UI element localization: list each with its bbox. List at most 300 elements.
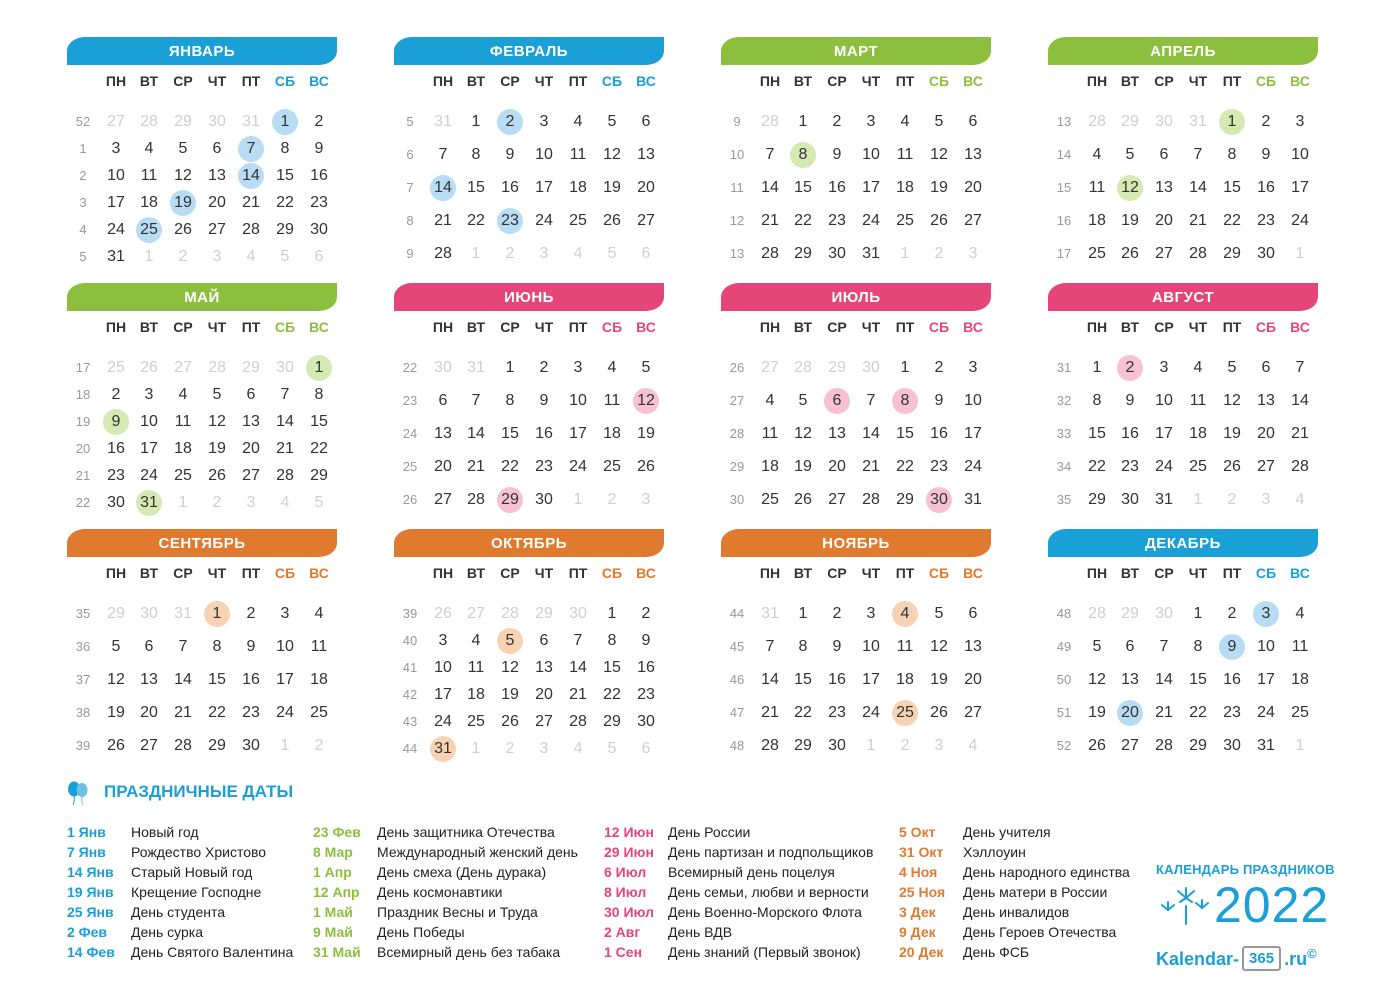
- calendar-day: [1215, 634, 1249, 660]
- brand-tagline: КАЛЕНДАРЬ ПРАЗДНИКОВ: [1156, 862, 1335, 877]
- calendar-day: 10: [1291, 146, 1309, 163]
- calendar-day: 21: [761, 704, 779, 721]
- calendar-day: 3: [212, 248, 222, 265]
- calendar-day: 14: [467, 425, 485, 442]
- calendar-day: 4: [280, 494, 290, 511]
- calendar-day: 4: [314, 605, 324, 622]
- calendar-day: 29: [828, 359, 846, 376]
- calendar-day: 27: [761, 359, 779, 376]
- calendar-day: 2: [1227, 491, 1237, 508]
- calendar-day: 7: [178, 638, 188, 655]
- calendar-day: 21: [1291, 425, 1309, 442]
- calendar-day: [200, 601, 234, 627]
- calendar-day: 19: [1121, 212, 1139, 229]
- calendar-day: 28: [1189, 245, 1207, 262]
- calendar-day: [234, 136, 268, 162]
- calendar-day: 14: [174, 671, 192, 688]
- holiday-day-marker: 2: [1117, 355, 1143, 381]
- holiday-item: [67, 922, 293, 942]
- calendar-day: 26: [140, 359, 158, 376]
- weekday-label: СР: [173, 73, 193, 89]
- holiday-name: День народного единства: [963, 864, 1130, 880]
- week-number: 18: [75, 387, 91, 402]
- holiday-day-marker: 9: [1219, 634, 1245, 660]
- calendar-day: 31: [434, 113, 452, 130]
- calendar-day: 2: [1261, 113, 1271, 130]
- calendar-day: 28: [1291, 458, 1309, 475]
- calendar-day: 20: [208, 194, 226, 211]
- calendar-day: 23: [1223, 704, 1241, 721]
- calendar-day: 12: [794, 425, 812, 442]
- calendar-day: 29: [310, 467, 328, 484]
- calendar-day: 21: [1155, 704, 1173, 721]
- calendar-day: 8: [1193, 638, 1203, 655]
- calendar-day: 6: [968, 113, 978, 130]
- weekday-label: ВТ: [793, 73, 813, 89]
- weekday-label: ЧТ: [207, 565, 227, 581]
- week-number: 3: [79, 195, 87, 210]
- calendar-day: 10: [107, 167, 125, 184]
- holiday-date: 1 Сен: [604, 944, 643, 960]
- calendar-day: 24: [862, 704, 880, 721]
- calendar-day: [132, 490, 166, 516]
- calendar-day: 24: [1291, 212, 1309, 229]
- calendar-day: 23: [1121, 458, 1139, 475]
- month-5: [67, 283, 337, 523]
- holidays-title: ПРАЗДНИЧНЫЕ ДАТЫ: [104, 782, 294, 801]
- calendar-day: 31: [1189, 113, 1207, 130]
- holiday-day-marker: 3: [1253, 601, 1279, 627]
- calendar-day: [1215, 109, 1249, 135]
- holiday-date: 9 Май: [313, 924, 353, 940]
- calendar-day: 2: [178, 248, 188, 265]
- calendar-day: 28: [761, 113, 779, 130]
- calendar-day: 22: [501, 458, 519, 475]
- calendar-day: 29: [1121, 605, 1139, 622]
- calendar-day: 8: [212, 638, 222, 655]
- calendar-day: 6: [641, 740, 651, 757]
- calendar-day: 23: [107, 467, 125, 484]
- calendar-day: 4: [765, 392, 775, 409]
- calendar-day: [99, 409, 133, 435]
- calendar-day: [426, 175, 460, 201]
- calendar-day: 1: [607, 605, 617, 622]
- weekday-label: СР: [827, 565, 847, 581]
- calendar-day: 2: [934, 245, 944, 262]
- holiday-name: День Победы: [377, 924, 465, 940]
- calendar-day: 30: [1257, 245, 1275, 262]
- calendar-day: 12: [1223, 392, 1241, 409]
- calendar-day: 15: [467, 179, 485, 196]
- calendar-day: 19: [603, 179, 621, 196]
- calendar-day: 26: [434, 605, 452, 622]
- calendar-day: 26: [1223, 458, 1241, 475]
- calendar-day: 27: [467, 605, 485, 622]
- month-title: ДЕКАБРЬ: [1048, 529, 1318, 557]
- calendar-day: 19: [794, 458, 812, 475]
- calendar-day: 31: [761, 605, 779, 622]
- week-number: 24: [402, 426, 418, 441]
- month-title: АВГУСТ: [1048, 283, 1318, 311]
- calendar-day: 9: [1261, 146, 1271, 163]
- calendar-day: 28: [276, 467, 294, 484]
- calendar-day: 27: [535, 713, 553, 730]
- calendar-day: 27: [434, 491, 452, 508]
- calendar-day: 21: [467, 458, 485, 475]
- calendar-day: 3: [641, 491, 651, 508]
- calendar-day: 1: [1193, 491, 1203, 508]
- week-number: 12: [729, 213, 745, 228]
- holiday-item: [899, 822, 1130, 842]
- calendar-day: [1113, 175, 1147, 201]
- week-number: 1: [79, 141, 87, 156]
- calendar-day: 15: [501, 425, 519, 442]
- month-2: [394, 37, 664, 277]
- holiday-item: [67, 902, 293, 922]
- calendar-day: 31: [467, 359, 485, 376]
- weekday-label: СБ: [601, 319, 623, 335]
- calendar-day: 30: [107, 494, 125, 511]
- weekday-label: ПТ: [895, 319, 915, 335]
- week-number: 44: [729, 606, 745, 621]
- calendar-day: 6: [1125, 638, 1135, 655]
- calendar-day: 15: [1223, 179, 1241, 196]
- calendar-day: 7: [866, 392, 876, 409]
- weekday-label: ВС: [1290, 565, 1310, 581]
- calendar-day: 24: [862, 212, 880, 229]
- calendar-day: 27: [208, 221, 226, 238]
- calendar-day: 17: [1155, 425, 1173, 442]
- calendar-day: 5: [798, 392, 808, 409]
- calendar-day: 9: [246, 638, 256, 655]
- calendar-day: 19: [208, 440, 226, 457]
- calendar-day: 21: [569, 686, 587, 703]
- calendar-day: 8: [471, 146, 481, 163]
- brand-site-link[interactable]: [1156, 946, 1317, 973]
- calendar-day: 17: [140, 440, 158, 457]
- weekday-label: ЧТ: [534, 319, 554, 335]
- calendar-day: 29: [1088, 491, 1106, 508]
- calendar-day: 29: [1121, 113, 1139, 130]
- week-number: 26: [729, 360, 745, 375]
- week-number: 22: [402, 360, 418, 375]
- calendar-day: 31: [1155, 491, 1173, 508]
- calendar-day: 3: [438, 632, 448, 649]
- calendar-day: 4: [968, 737, 978, 754]
- calendar-day: 13: [242, 413, 260, 430]
- week-number: 9: [733, 114, 741, 129]
- weekday-label: ПН: [1086, 565, 1108, 581]
- week-number: 14: [1056, 147, 1072, 162]
- calendar-day: 13: [964, 146, 982, 163]
- calendar-day: 6: [539, 632, 549, 649]
- weekday-label: СР: [1154, 319, 1174, 335]
- calendar-day: 16: [242, 671, 260, 688]
- calendar-day: 1: [1092, 359, 1102, 376]
- calendar-day: [888, 601, 922, 627]
- calendar-day: [493, 208, 527, 234]
- holiday-item: [313, 942, 578, 962]
- calendar-day: 11: [896, 146, 914, 163]
- weekday-label: ПН: [432, 319, 454, 335]
- holiday-date: 2 Фев: [67, 924, 108, 940]
- calendar-day: 5: [607, 740, 617, 757]
- weekday-label: ЧТ: [861, 73, 881, 89]
- calendar-day: 16: [1121, 425, 1139, 442]
- week-number: 44: [402, 741, 418, 756]
- week-number: 27: [729, 393, 745, 408]
- calendar-day: 3: [246, 494, 256, 511]
- calendar-day: 24: [569, 458, 587, 475]
- calendar-day: 3: [866, 113, 876, 130]
- calendar-day: 30: [434, 359, 452, 376]
- calendar-day: 1: [280, 737, 290, 754]
- calendar-day: 3: [1261, 491, 1271, 508]
- holiday-day-marker: 31: [136, 490, 162, 516]
- calendar-day: 28: [1088, 605, 1106, 622]
- holiday-date: 23 Фев: [313, 824, 361, 840]
- holiday-day-marker: 23: [497, 208, 523, 234]
- calendar-day: 22: [603, 686, 621, 703]
- calendar-day: 5: [641, 359, 651, 376]
- calendar-day: 8: [280, 140, 290, 157]
- weekday-label: ВС: [309, 73, 329, 89]
- calendar-day: 3: [1159, 359, 1169, 376]
- calendar-day: 17: [1257, 671, 1275, 688]
- calendar-day: 18: [896, 179, 914, 196]
- calendar-day: 11: [140, 167, 158, 184]
- calendar-day: 2: [1227, 605, 1237, 622]
- holiday-name: День Героев Отечества: [963, 924, 1117, 940]
- calendar-day: 27: [964, 704, 982, 721]
- month-title: МАЙ: [67, 283, 337, 311]
- holiday-name: День студента: [131, 904, 226, 920]
- calendar-day: 12: [107, 671, 125, 688]
- calendar-day: 12: [501, 659, 519, 676]
- calendar-day: 10: [569, 392, 587, 409]
- weekday-label: ЧТ: [1188, 73, 1208, 89]
- calendar-day: 10: [862, 146, 880, 163]
- week-number: 38: [75, 705, 91, 720]
- calendar-day: 3: [1295, 113, 1305, 130]
- calendar-day: 26: [174, 221, 192, 238]
- calendar-day: 23: [828, 212, 846, 229]
- calendar-day: 27: [174, 359, 192, 376]
- calendar-day: 1: [471, 113, 481, 130]
- calendar-day: 8: [1227, 146, 1237, 163]
- calendar-day: 1: [1193, 605, 1203, 622]
- calendar-day: 11: [603, 392, 621, 409]
- weekday-label: ВТ: [793, 319, 813, 335]
- calendar-day: 12: [930, 146, 948, 163]
- calendar-day: [426, 736, 460, 762]
- week-number: 11: [730, 180, 744, 195]
- calendar-day: 27: [1155, 245, 1173, 262]
- week-number: 37: [75, 672, 91, 687]
- calendar-day: 14: [1189, 179, 1207, 196]
- calendar-day: 9: [641, 632, 651, 649]
- calendar-day: 14: [276, 413, 294, 430]
- weekday-label: ПН: [1086, 73, 1108, 89]
- calendar-day: 12: [930, 638, 948, 655]
- holiday-date: 2 Авг: [604, 924, 641, 940]
- calendar-day: 30: [1223, 737, 1241, 754]
- calendar-day: 5: [607, 113, 617, 130]
- calendar-day: 20: [140, 704, 158, 721]
- calendar-day: 13: [208, 167, 226, 184]
- week-number: 42: [402, 687, 418, 702]
- calendar-day: 17: [535, 179, 553, 196]
- calendar-day: 2: [212, 494, 222, 511]
- holiday-date: 6 Июл: [604, 864, 647, 880]
- holiday-name: День России: [668, 824, 751, 840]
- month-title: СЕНТЯБРЬ: [67, 529, 337, 557]
- calendar-day: 29: [794, 737, 812, 754]
- holiday-day-marker: 1: [1219, 109, 1245, 135]
- holiday-date: 14 Фев: [67, 944, 115, 960]
- calendar-day: 3: [573, 359, 583, 376]
- weekday-label: ПТ: [1222, 73, 1242, 89]
- calendar-day: 22: [467, 212, 485, 229]
- holiday-item: [67, 842, 293, 862]
- calendar-day: 10: [276, 638, 294, 655]
- weekday-label: СР: [500, 565, 520, 581]
- calendar-day: 16: [501, 179, 519, 196]
- weekday-label: ВС: [309, 319, 329, 335]
- calendar-day: 7: [471, 392, 481, 409]
- month-title: ФЕВРАЛЬ: [394, 37, 664, 65]
- calendar-day: 29: [794, 245, 812, 262]
- weekday-label: ЧТ: [1188, 319, 1208, 335]
- calendar-day: 22: [310, 440, 328, 457]
- calendar-day: 9: [934, 392, 944, 409]
- holiday-name: День семьи, любви и верности: [668, 884, 869, 900]
- weekday-label: ВТ: [1120, 319, 1140, 335]
- holiday-day-marker: 12: [633, 388, 659, 414]
- weekday-label: СР: [827, 73, 847, 89]
- calendar-day: 29: [1223, 245, 1241, 262]
- holiday-date: 5 Окт: [899, 824, 936, 840]
- calendar-day: 6: [212, 140, 222, 157]
- calendar-day: 11: [761, 425, 779, 442]
- week-number: 20: [75, 441, 91, 456]
- calendar-day: 27: [107, 113, 125, 130]
- weekday-label: ЧТ: [534, 565, 554, 581]
- weekday-label: СР: [1154, 73, 1174, 89]
- holiday-name: Праздник Весны и Труда: [377, 904, 538, 920]
- calendar-day: 20: [434, 458, 452, 475]
- calendar-day: 15: [794, 179, 812, 196]
- calendar-day: 27: [242, 467, 260, 484]
- month-11: [721, 529, 991, 769]
- calendar-day: 7: [1159, 638, 1169, 655]
- calendar-day: 23: [930, 458, 948, 475]
- week-number: 5: [406, 114, 414, 129]
- calendar-day: 5: [1227, 359, 1237, 376]
- holiday-item: [604, 882, 873, 902]
- calendar-day: 10: [1155, 392, 1173, 409]
- week-number: 48: [1056, 606, 1072, 621]
- week-number: 36: [75, 639, 91, 654]
- month-4: [1048, 37, 1318, 277]
- week-number: 43: [402, 714, 418, 729]
- calendar-day: 28: [569, 713, 587, 730]
- holiday-day-marker: 20: [1117, 700, 1143, 726]
- calendar-day: 6: [641, 113, 651, 130]
- calendar-day: 26: [501, 713, 519, 730]
- calendar-day: 10: [1257, 638, 1275, 655]
- holiday-day-marker: 2: [497, 109, 523, 135]
- weekday-label: СР: [1154, 565, 1174, 581]
- holiday-date: 12 Июн: [604, 824, 654, 840]
- calendar-day: 20: [828, 458, 846, 475]
- calendar-day: 8: [607, 632, 617, 649]
- weekday-label: СБ: [928, 319, 950, 335]
- calendar-day: 14: [1155, 671, 1173, 688]
- weekday-label: ЧТ: [534, 73, 554, 89]
- calendar-day: 1: [900, 359, 910, 376]
- holiday-column: [899, 822, 1130, 962]
- holiday-date: 8 Мар: [313, 844, 353, 860]
- week-number: 19: [75, 414, 91, 429]
- calendar-day: 2: [314, 113, 324, 130]
- calendar-day: 25: [174, 467, 192, 484]
- calendar-day: 19: [930, 671, 948, 688]
- calendar-day: 28: [1155, 737, 1173, 754]
- calendar-day: 19: [107, 704, 125, 721]
- month-title: АПРЕЛЬ: [1048, 37, 1318, 65]
- calendar-day: 3: [866, 605, 876, 622]
- holiday-date: 7 Янв: [67, 844, 106, 860]
- calendar-day: 20: [242, 440, 260, 457]
- calendar-day: 5: [280, 248, 290, 265]
- month-12: [1048, 529, 1318, 769]
- calendar-day: 18: [896, 671, 914, 688]
- brand-site-part1: Kalendar-: [1156, 949, 1240, 969]
- calendar-day: 31: [107, 248, 125, 265]
- weekday-label: ВТ: [139, 73, 159, 89]
- calendar-day: 18: [1088, 212, 1106, 229]
- holiday-day-marker: 25: [136, 217, 162, 243]
- calendar-day: 26: [930, 704, 948, 721]
- calendar-day: 13: [964, 638, 982, 655]
- week-number: 48: [729, 738, 745, 753]
- calendar-day: 31: [174, 605, 192, 622]
- calendar-day: 22: [208, 704, 226, 721]
- calendar-day: 6: [641, 245, 651, 262]
- calendar-day: 4: [178, 386, 188, 403]
- week-number: 6: [406, 147, 414, 162]
- calendar-day: 30: [535, 491, 553, 508]
- holiday-item: [313, 882, 578, 902]
- calendar-day: 3: [111, 140, 121, 157]
- holiday-name: Хэллоуин: [963, 844, 1026, 860]
- holiday-name: День инвалидов: [963, 904, 1070, 920]
- holiday-item: [313, 922, 578, 942]
- month-1: [67, 37, 337, 277]
- calendar-day: 2: [641, 605, 651, 622]
- holiday-name: День космонавтики: [377, 884, 503, 900]
- week-number: 25: [402, 459, 418, 474]
- holiday-day-marker: 14: [430, 175, 456, 201]
- calendar-day: 11: [1088, 179, 1106, 196]
- calendar-day: 25: [896, 212, 914, 229]
- calendar-day: 1: [798, 113, 808, 130]
- weekday-label: ПН: [105, 565, 127, 581]
- calendar-day: 5: [178, 140, 188, 157]
- brand-site-part2: .ru: [1284, 949, 1308, 969]
- calendar-day: [922, 487, 956, 513]
